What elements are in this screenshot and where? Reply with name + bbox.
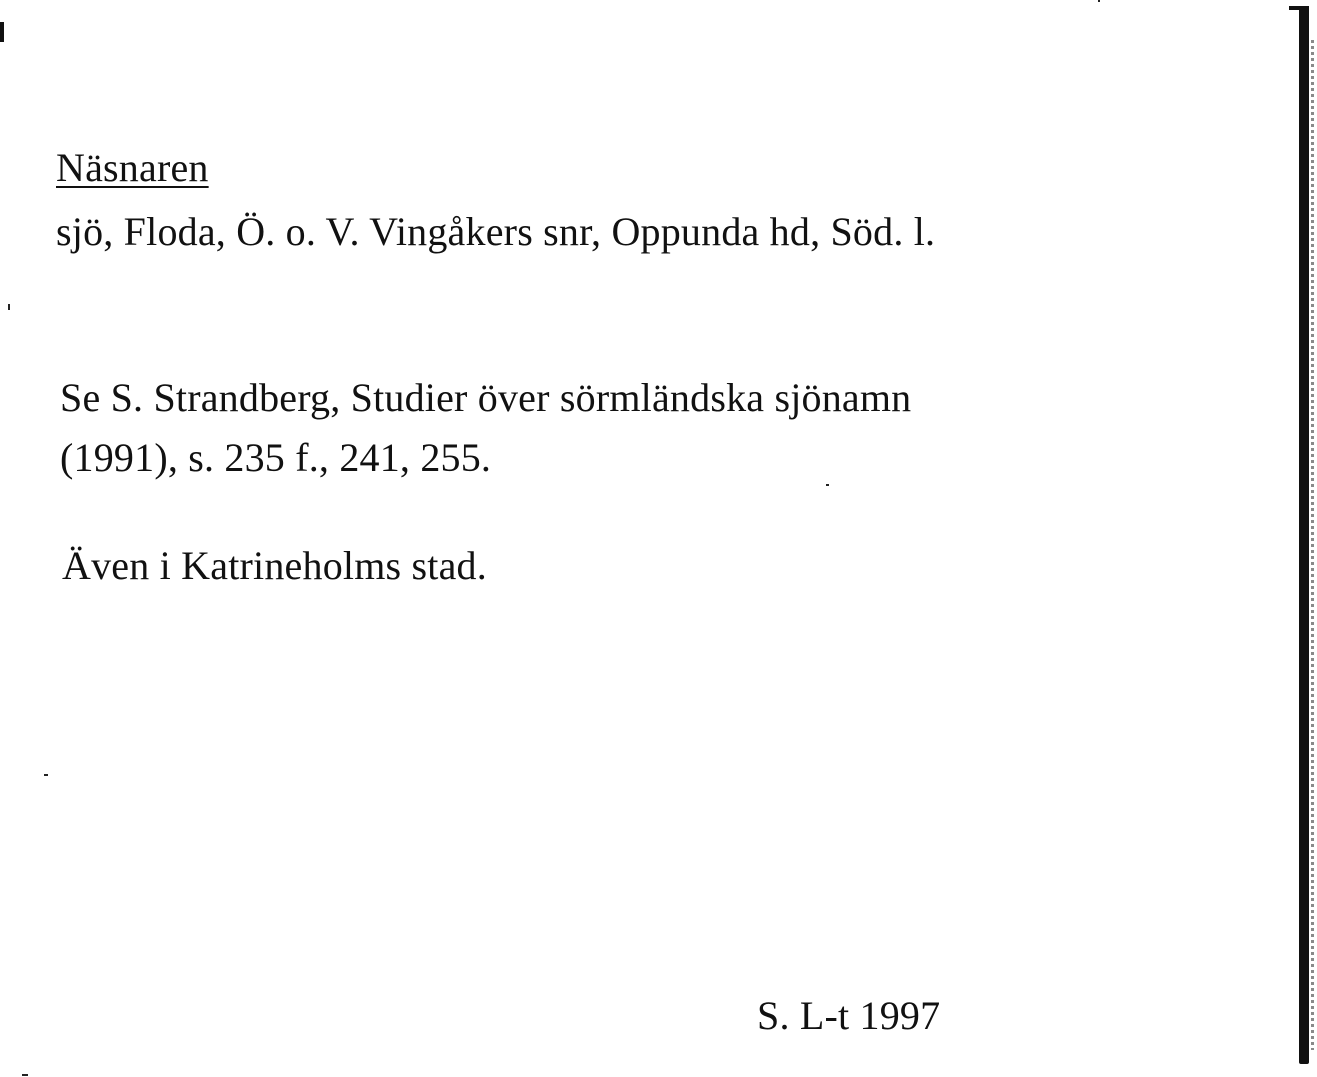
headword: Näsnaren bbox=[56, 145, 209, 190]
note: Även i Katrineholms stad. bbox=[62, 543, 487, 588]
scan-speck bbox=[44, 774, 48, 776]
scan-speck bbox=[8, 304, 10, 310]
scan-speck bbox=[1098, 0, 1100, 2]
reference-line-2: (1991), s. 235 f., 241, 255. bbox=[60, 435, 492, 480]
scan-speck bbox=[22, 1074, 28, 1076]
scan-edge-stripe bbox=[1311, 40, 1314, 1050]
scan-artifact-corner bbox=[0, 22, 4, 42]
reference-line-1: Se S. Strandberg, Studier över sörmländska sjönamn bbox=[60, 375, 912, 420]
signature: S. L-t 1997 bbox=[757, 993, 941, 1038]
place-description: sjö, Floda, Ö. o. V. Vingåkers snr, Oppunda hd, Söd. l. bbox=[56, 209, 936, 254]
scan-speck bbox=[826, 484, 829, 486]
scan-edge-bar bbox=[1299, 6, 1309, 1064]
